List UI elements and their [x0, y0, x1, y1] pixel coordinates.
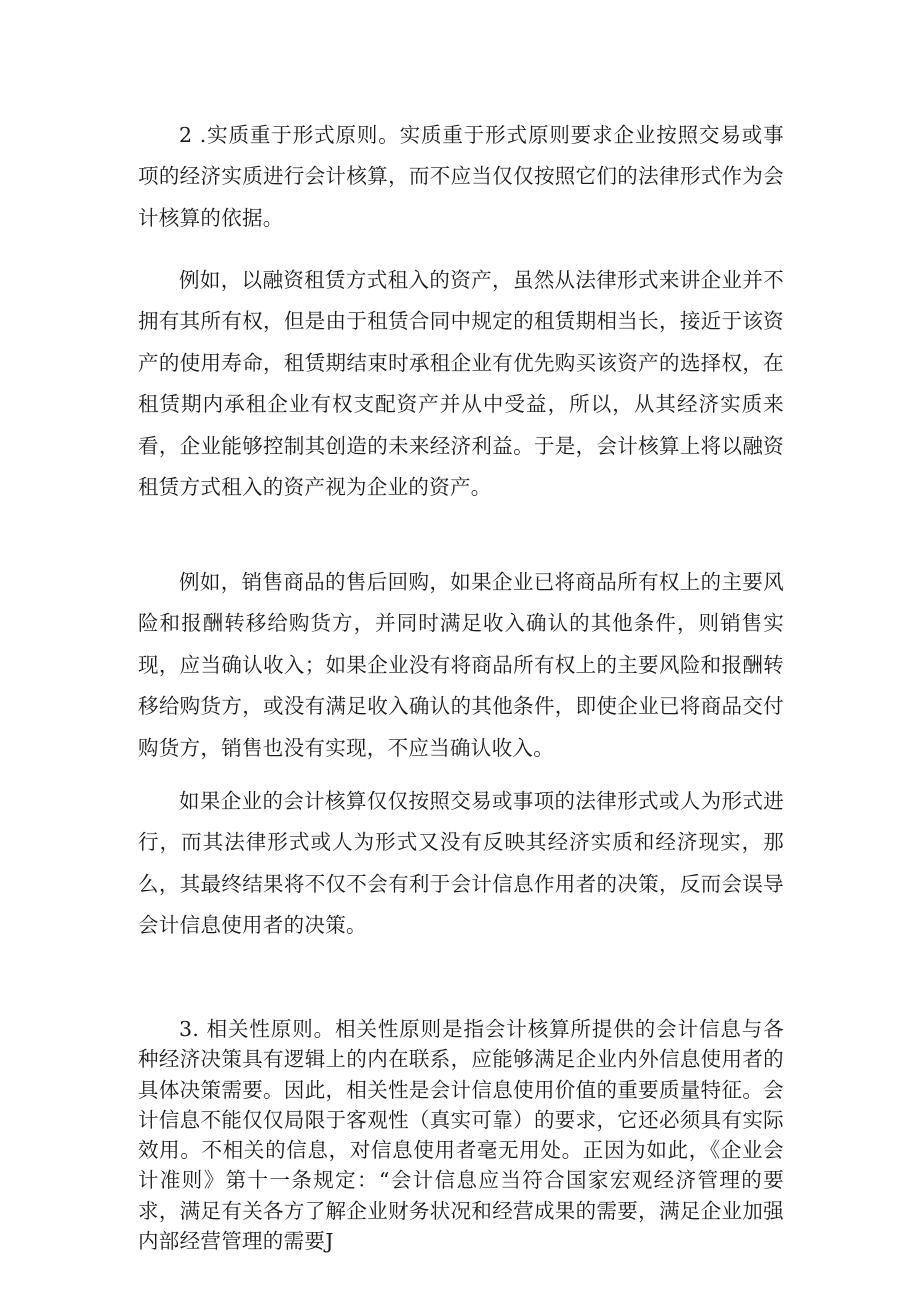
paragraph-legal-form-consequence: 如果企业的会计核算仅仅按照交易或事项的法律形式或人为形式进行，而其法律形式或人为形式又没有反映其经济实质和经济现实，那么，其最终结果将不仅不会有利于会计信息作用者的决策，反而会误导会计信息使用者的决策。	[138, 789, 784, 938]
paragraph-finance-lease-example: 例如，以融资租赁方式租入的资产，虽然从法律形式来讲企业并不拥有其所有权，但是由于租赁合同中规定的租赁期相当长，接近于该资产的使用寿命，租赁期结束时承租企业有优先购买该资产的选择权，在租赁期内承租企业有权支配资产并从中受益，所以，从其经济实质来看，企业能够控制其创造的未来经济利益。于是，会计核算上将以融资租赁方式租入的资产视为企业的资产。	[138, 268, 784, 500]
paragraph-substance-over-form: 2 .实质重于形式原则。实质重于形式原则要求企业按照交易或事项的经济实质进行会计核算，而不应当仅仅按照它们的法律形式作为会计核算的依据。	[138, 123, 784, 230]
paragraph-sale-repurchase-example: 例如，销售商品的售后回购，如果企业已将商品所有权上的主要风险和报酬转移给购货方，并同时满足收入确认的其他条件，则销售实现，应当确认收入；如果企业没有将商品所有权上的主要风险和报酬转移给购货方，或没有满足收入确认的其他条件，即使企业已将商品交付购货方，销售也没有实现，不应当确认收入。	[138, 570, 784, 760]
paragraph-relevance-principle: 3. 相关性原则。相关性原则是指会计核算所提供的会计信息与各种经济决策具有逻辑上的内在联系，应能够满足企业内外信息使用者的具体决策需要。因此，相关性是会计信息使用价值的重要质量特征。会计信息不能仅仅局限于客观性（真实可靠）的要求，它还必须具有实际效用。不相关的信息，对信息使用者毫无用处。正因为如此，《企业会计准则》第十一条规定：“会计信息应当符合国家宏观经济管理的要求，满足有关各方了解企业财务状况和经营成果的需要，满足企业加强内部经营管理的需要J	[138, 1017, 784, 1254]
